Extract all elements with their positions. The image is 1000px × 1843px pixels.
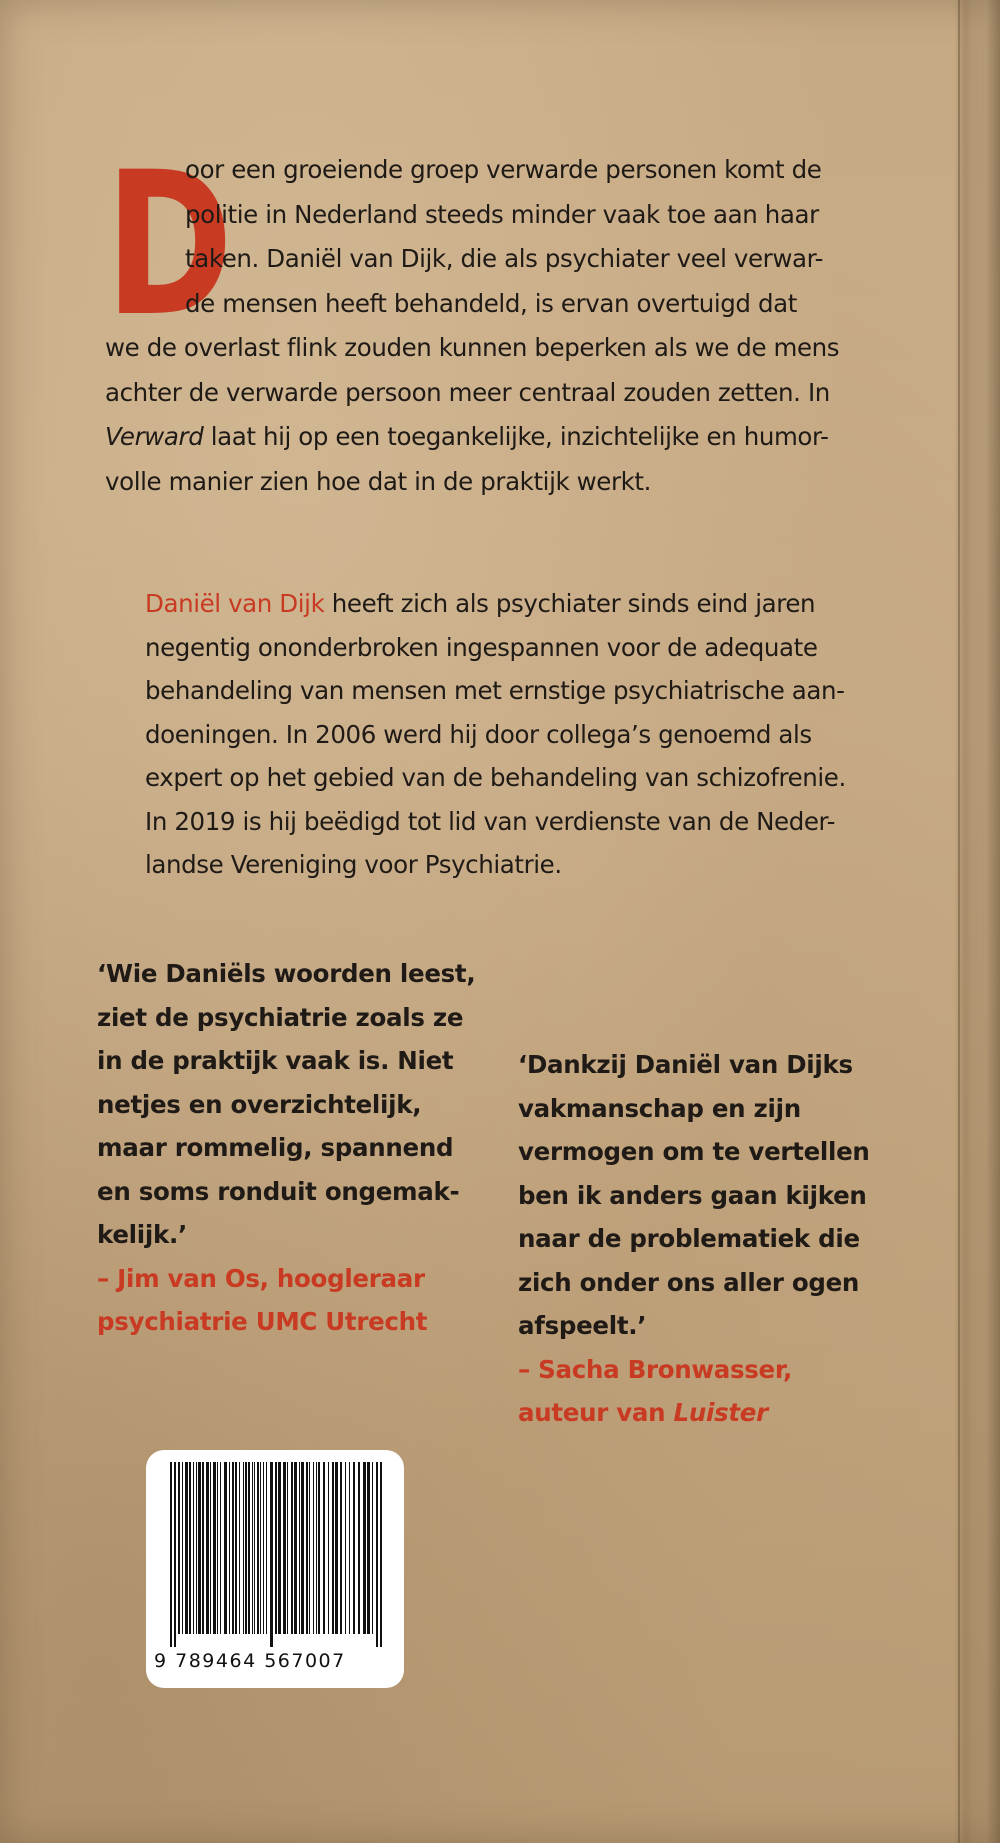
blurb-quote-jim-van-os [97, 952, 497, 1344]
quote-line: in de praktijk vaak is. Niet [97, 1046, 454, 1075]
quote-attribution [518, 1391, 898, 1435]
barcode-bar [380, 1462, 382, 1647]
barcode-bar [260, 1462, 261, 1634]
bio-line: behandeling van mensen met ernstige psychiatrische aan- [145, 676, 845, 705]
barcode-bar [328, 1462, 329, 1634]
barcode-bar [232, 1462, 234, 1634]
barcode-bar [248, 1462, 250, 1634]
barcode-bar [287, 1462, 288, 1634]
barcode-bar [345, 1462, 346, 1634]
barcode-bar [263, 1462, 264, 1634]
bio-line [145, 582, 885, 626]
barcode-bar [349, 1462, 350, 1634]
intro-line: de mensen heeft behandeld, is ervan overtuigd dat [185, 288, 797, 318]
bio-line: negentig ononderbroken ingespannen voor de adequate [145, 632, 818, 662]
barcode-bar [252, 1462, 253, 1634]
barcode-bar [185, 1462, 188, 1634]
barcode-bar [202, 1462, 204, 1634]
barcode-bar [220, 1462, 221, 1634]
bio-line: landse Vereniging voor Psychiatrie. [145, 850, 562, 879]
intro-line [105, 415, 865, 460]
barcode-bar [206, 1462, 209, 1634]
attribution-prefix: auteur van [518, 1398, 674, 1427]
barcode-bar [229, 1462, 230, 1634]
bio-line-rest: heeft zich als psychiater sinds eind jaren [324, 589, 816, 618]
barcode-bar [323, 1462, 325, 1634]
barcode-bar [340, 1462, 342, 1634]
barcode-bar [309, 1462, 310, 1634]
barcode-bar [367, 1462, 370, 1634]
bio-line: expert op het gebied van de behandeling van schizofrenie. [145, 763, 846, 792]
barcode-bar [353, 1462, 355, 1634]
quote-line: kelijk.’ [97, 1220, 187, 1249]
quote-line: en soms ronduit ongemak- [97, 1176, 460, 1206]
barcode-bar [275, 1462, 277, 1634]
quote-line: ziet de psychiatrie zoals ze [97, 1002, 464, 1032]
barcode-bar [372, 1462, 373, 1634]
author-bio [145, 582, 885, 887]
barcode-bar [213, 1462, 216, 1634]
barcode-bar [299, 1462, 300, 1634]
barcode-bar [254, 1462, 255, 1634]
intro-line: we de overlast flink zouden kunnen beperken als we de mens [105, 333, 840, 362]
barcode-bar [278, 1462, 281, 1634]
quote-line: vermogen om te vertellen [518, 1137, 870, 1166]
quote-line: ben ik anders gaan kijken [518, 1180, 867, 1210]
attribution-book-title: Luister [673, 1398, 768, 1427]
intro-line-rest: laat hij op een toegankelijke, inzichtelijke en humor- [203, 422, 829, 451]
quote-attribution: – Sacha Bronwasser, [518, 1354, 793, 1384]
isbn-number: 9 789464 567007 [154, 1650, 346, 1672]
barcode-bar [224, 1462, 227, 1634]
barcode-bar [198, 1462, 201, 1634]
barcode-bar [210, 1462, 211, 1634]
barcode-bar [193, 1462, 194, 1634]
barcode-bar [294, 1462, 297, 1634]
barcode-bar [313, 1462, 314, 1634]
barcode-bar [335, 1462, 338, 1634]
quote-attribution: psychiatrie UMC Utrecht [97, 1307, 428, 1336]
quote-line: ‘Wie Daniëls woorden leest, [97, 959, 476, 988]
drop-cap: D [105, 129, 234, 360]
barcode-bar [318, 1462, 320, 1634]
quote-line: ‘Dankzij Daniël van Dijks [518, 1050, 853, 1079]
barcode-bar [178, 1462, 180, 1634]
barcode-bar [283, 1462, 286, 1634]
quote-line: naar de problematiek die [518, 1224, 860, 1253]
intro-line: achter de verwarde persoon meer centraal zouden zetten. In [105, 377, 830, 407]
blurb-quote-sacha-bronwasser [518, 1043, 898, 1435]
barcode-bar [243, 1462, 244, 1634]
barcode-bar [217, 1462, 218, 1634]
intro-line: volle manier zien hoe dat in de praktijk werkt. [105, 466, 652, 496]
barcode-bar [257, 1462, 259, 1634]
quote-line: zich onder ons aller ogen [518, 1267, 860, 1297]
intro-paragraph [105, 129, 865, 504]
quote-line: netjes en overzichtelijk, [97, 1089, 422, 1119]
barcode-bar [270, 1462, 273, 1647]
barcode-label [146, 1450, 404, 1688]
barcode-bar [301, 1462, 304, 1634]
barcode-bar [291, 1462, 293, 1634]
barcode-bar [235, 1462, 237, 1634]
barcode-bar [245, 1462, 247, 1634]
barcode-bar [266, 1462, 267, 1634]
barcode-bar [358, 1462, 360, 1634]
barcode-bar [239, 1462, 240, 1634]
intro-line: taken. Daniël van Dijk, die als psychiater veel verwar- [185, 244, 824, 273]
bio-line: In 2019 is hij beëdigd tot lid van verdienste van de Neder- [145, 806, 836, 836]
barcode-bar [316, 1462, 317, 1634]
barcode-bar [182, 1462, 183, 1634]
barcode-bar [170, 1462, 172, 1647]
barcode-bar [332, 1462, 334, 1634]
barcode-bar [189, 1462, 191, 1634]
barcode-bar [174, 1462, 176, 1647]
quote-attribution: – Jim van Os, hoogleraar [97, 1263, 425, 1293]
intro-line: oor een groeiende groep verwarde personen komt de [185, 155, 822, 184]
barcode-bar [363, 1462, 366, 1634]
barcode-bar [196, 1462, 197, 1634]
barcode-icon [156, 1462, 394, 1647]
barcode-bar [376, 1462, 378, 1647]
quote-line: maar rommelig, spannend [97, 1133, 454, 1162]
bio-line: doeningen. In 2006 werd hij door collega’s genoemd als [145, 719, 812, 749]
book-title: Verward [105, 422, 204, 451]
intro-line: politie in Nederland steeds minder vaak toe aan haar [185, 199, 819, 229]
quote-line: vakmanschap en zijn [518, 1093, 801, 1123]
author-name: Daniël van Dijk [145, 589, 325, 618]
barcode-bar [306, 1462, 308, 1634]
quote-line: afspeelt.’ [518, 1311, 647, 1340]
